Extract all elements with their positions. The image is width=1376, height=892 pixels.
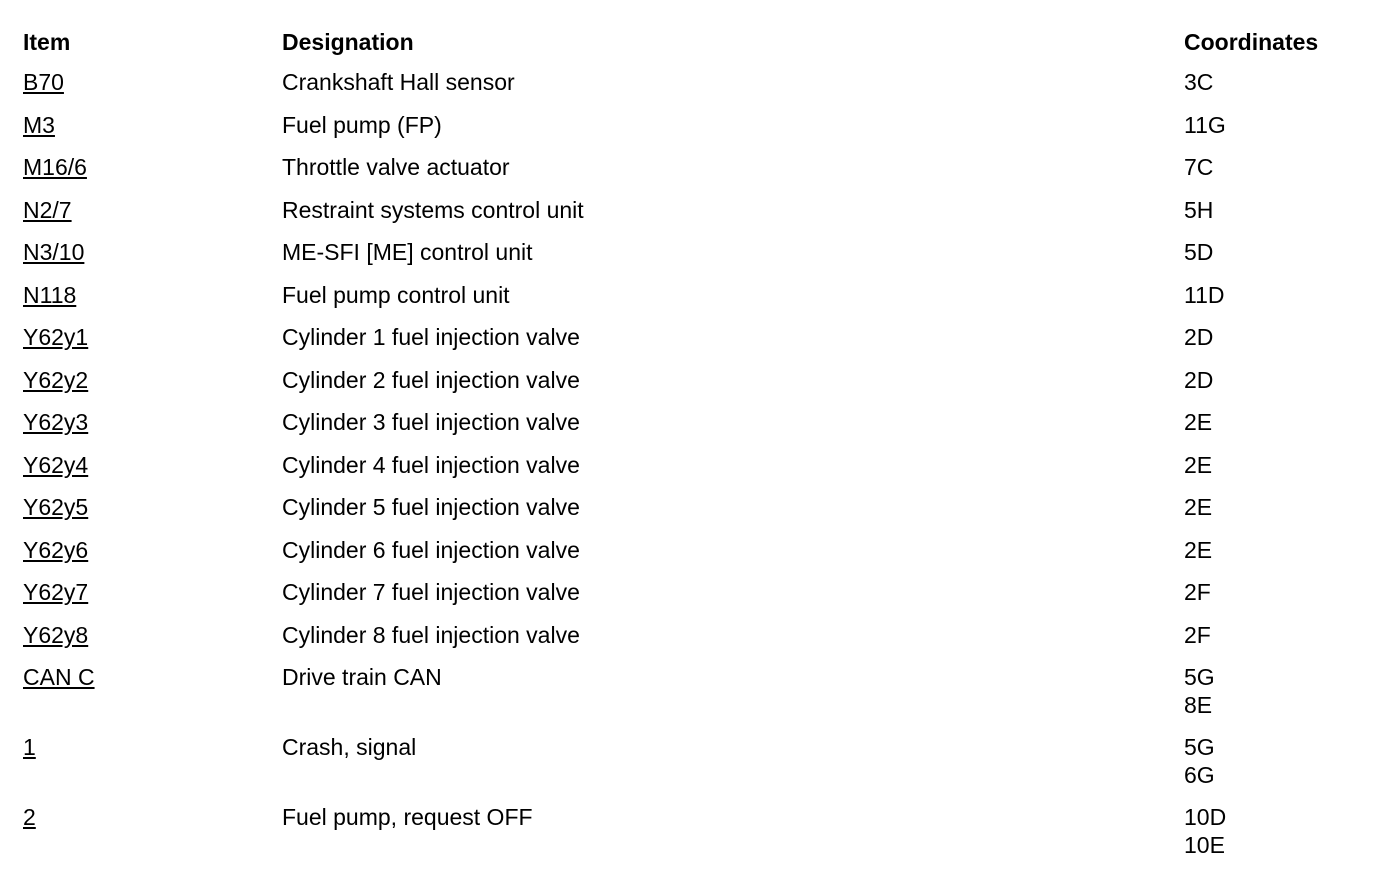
table-row — [23, 366, 1353, 409]
designation-text: ME-SFI [ME] control unit — [282, 239, 533, 265]
item-link[interactable]: Y62y8 — [23, 621, 89, 648]
coordinates-cell — [1184, 238, 1213, 266]
table-header — [23, 26, 1353, 68]
coordinate-value: 5H — [1184, 196, 1214, 223]
coordinate-value: 8E — [1184, 692, 1213, 718]
header-designation: Designation — [282, 29, 414, 55]
coordinate-value: 11G — [1184, 111, 1226, 138]
table-row — [23, 153, 1353, 196]
designation-text: Cylinder 4 fuel injection valve — [282, 451, 580, 478]
coordinate-value: 2E — [1184, 409, 1213, 435]
item-link[interactable]: CAN C — [23, 664, 95, 690]
designation-text: Cylinder 3 fuel injection valve — [282, 409, 580, 435]
coordinate-value: 3C — [1184, 69, 1214, 95]
table-body — [23, 68, 1353, 873]
coordinates-cell — [1184, 111, 1226, 139]
designation-text: Drive train CAN — [282, 664, 442, 690]
item-link[interactable]: M3 — [23, 111, 55, 138]
coordinate-value: 2F — [1184, 621, 1211, 648]
coordinates-cell — [1184, 68, 1213, 96]
coordinate-value: 2E — [1184, 536, 1213, 563]
designation-text: Cylinder 8 fuel injection valve — [282, 621, 580, 648]
item-link[interactable]: N3/10 — [23, 239, 85, 265]
item-link[interactable]: N2/7 — [23, 196, 72, 223]
coordinates-cell — [1184, 196, 1213, 224]
designation-text: Restraint systems control unit — [282, 196, 584, 223]
table-row — [23, 621, 1353, 664]
table-row — [23, 281, 1353, 324]
coordinates-cell — [1184, 493, 1212, 521]
table-row — [23, 196, 1353, 239]
item-link[interactable]: Y62y4 — [23, 451, 89, 478]
designation-text: Crankshaft Hall sensor — [282, 69, 515, 95]
header-item: Item — [23, 29, 71, 55]
item-link[interactable]: Y62y3 — [23, 409, 89, 435]
designation-text: Cylinder 5 fuel injection valve — [282, 494, 580, 520]
designation-text: Throttle valve actuator — [282, 154, 510, 180]
coordinates-cell — [1184, 451, 1212, 479]
coordinate-value: 2E — [1184, 451, 1213, 478]
item-link[interactable]: N118 — [23, 281, 77, 308]
coordinates-cell — [1184, 733, 1215, 789]
coordinate-value: 5D — [1184, 239, 1214, 265]
coordinates-cell — [1184, 408, 1212, 436]
coordinate-value: 6G — [1184, 762, 1215, 788]
table-row — [23, 536, 1353, 579]
item-link[interactable]: 2 — [23, 804, 36, 830]
item-link[interactable]: Y62y5 — [23, 494, 89, 520]
coordinates-cell — [1184, 578, 1211, 606]
designation-text: Cylinder 1 fuel injection valve — [282, 324, 580, 350]
coordinates-cell — [1184, 663, 1215, 719]
coordinate-value: 5G — [1184, 734, 1215, 760]
coordinates-cell — [1184, 621, 1211, 649]
coordinate-value: 10E — [1184, 832, 1225, 858]
item-link[interactable]: M16/6 — [23, 154, 87, 180]
item-link[interactable]: Y62y6 — [23, 536, 89, 563]
item-link[interactable]: Y62y2 — [23, 366, 89, 393]
coordinates-cell — [1184, 536, 1212, 564]
table-row — [23, 111, 1353, 154]
designation-text: Fuel pump, request OFF — [282, 804, 533, 830]
coordinates-cell — [1184, 803, 1226, 859]
item-link[interactable]: Y62y7 — [23, 579, 89, 605]
designation-text: Fuel pump control unit — [282, 281, 510, 308]
table-row — [23, 451, 1353, 494]
table-row — [23, 733, 1353, 803]
item-link[interactable]: Y62y1 — [23, 324, 89, 350]
coordinate-value: 5G — [1184, 664, 1215, 690]
coordinates-cell — [1184, 281, 1225, 309]
coordinate-value: 11D — [1184, 281, 1225, 308]
coordinates-cell — [1184, 366, 1213, 394]
designation-text: Fuel pump (FP) — [282, 111, 442, 138]
table-row — [23, 408, 1353, 451]
item-link[interactable]: 1 — [23, 734, 36, 760]
coordinate-value: 2E — [1184, 494, 1213, 520]
coordinate-value: 2D — [1184, 366, 1214, 393]
designation-text: Cylinder 7 fuel injection valve — [282, 579, 580, 605]
coordinates-cell — [1184, 153, 1213, 181]
designation-text: Cylinder 2 fuel injection valve — [282, 366, 580, 393]
coordinate-value: 2D — [1184, 324, 1214, 350]
component-legend-table — [23, 26, 1353, 873]
coordinate-value: 2F — [1184, 579, 1211, 605]
table-row — [23, 578, 1353, 621]
table-row — [23, 68, 1353, 111]
designation-text: Cylinder 6 fuel injection valve — [282, 536, 580, 563]
coordinate-value: 10D — [1184, 804, 1227, 830]
designation-text: Crash, signal — [282, 734, 417, 760]
table-row — [23, 323, 1353, 366]
header-coordinates: Coordinates — [1184, 29, 1319, 55]
table-row — [23, 238, 1353, 281]
item-link[interactable]: B70 — [23, 69, 64, 95]
table-row — [23, 803, 1353, 873]
coordinates-cell — [1184, 323, 1213, 351]
table-row — [23, 493, 1353, 536]
table-row — [23, 663, 1353, 733]
coordinate-value: 7C — [1184, 154, 1214, 180]
